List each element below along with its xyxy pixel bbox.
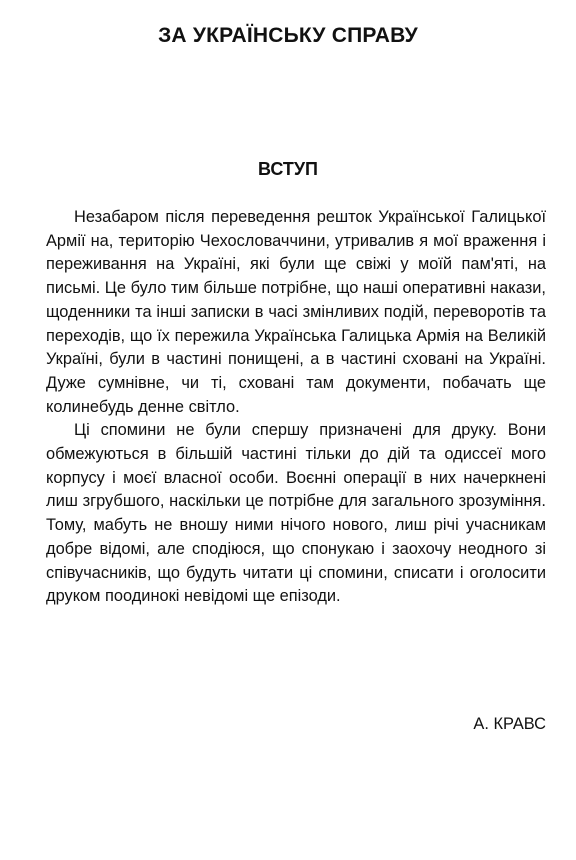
- paragraph-1: Незабаром після переведення решток Української Галицької Армії на, територію Чехословаччини, утривалив я мої враження і переживання на Україні, які були ще свіжі у моїй пам'яті, на письмі. Це було тим більше потрібне, що наші оперативні накази, щоденники та інші записки в часі змінливих подій, переворотів та переходів, що їх пережила Українська Галицька Армія на Великій Україні, були в частині понищені, а в частині сховані на Україні. Дуже сумнівне, чи ті, сховані там документи, побачать ще колинебудь денне світло.: [46, 208, 546, 416]
- body-text: [46, 206, 546, 609]
- section-title: ВСТУП: [258, 159, 318, 179]
- author-signature: А. КРАВС: [473, 715, 546, 733]
- paragraph-2: Ці спомини не були спершу призначені для друку. Вони обмежуються в більшій частині тільки до дій та одиссеї мого корпусу і моєї власної особи. Воєнні операції в них начеркнені лиш згрубшого, наскільки це потрібне для загального зрозуміння. Тому, мабуть не вношу ними нічого нового, лиш річі учасникам добре відомі, але сподіюся, що спонукаю і заохочу неодного зі співучасників, що будуть читати ці спомини, списати і оголосити друком поодинокі невідомі ще епізоди.: [46, 421, 546, 606]
- book-title: ЗА УКРАЇНСЬКУ СПРАВУ: [158, 24, 418, 47]
